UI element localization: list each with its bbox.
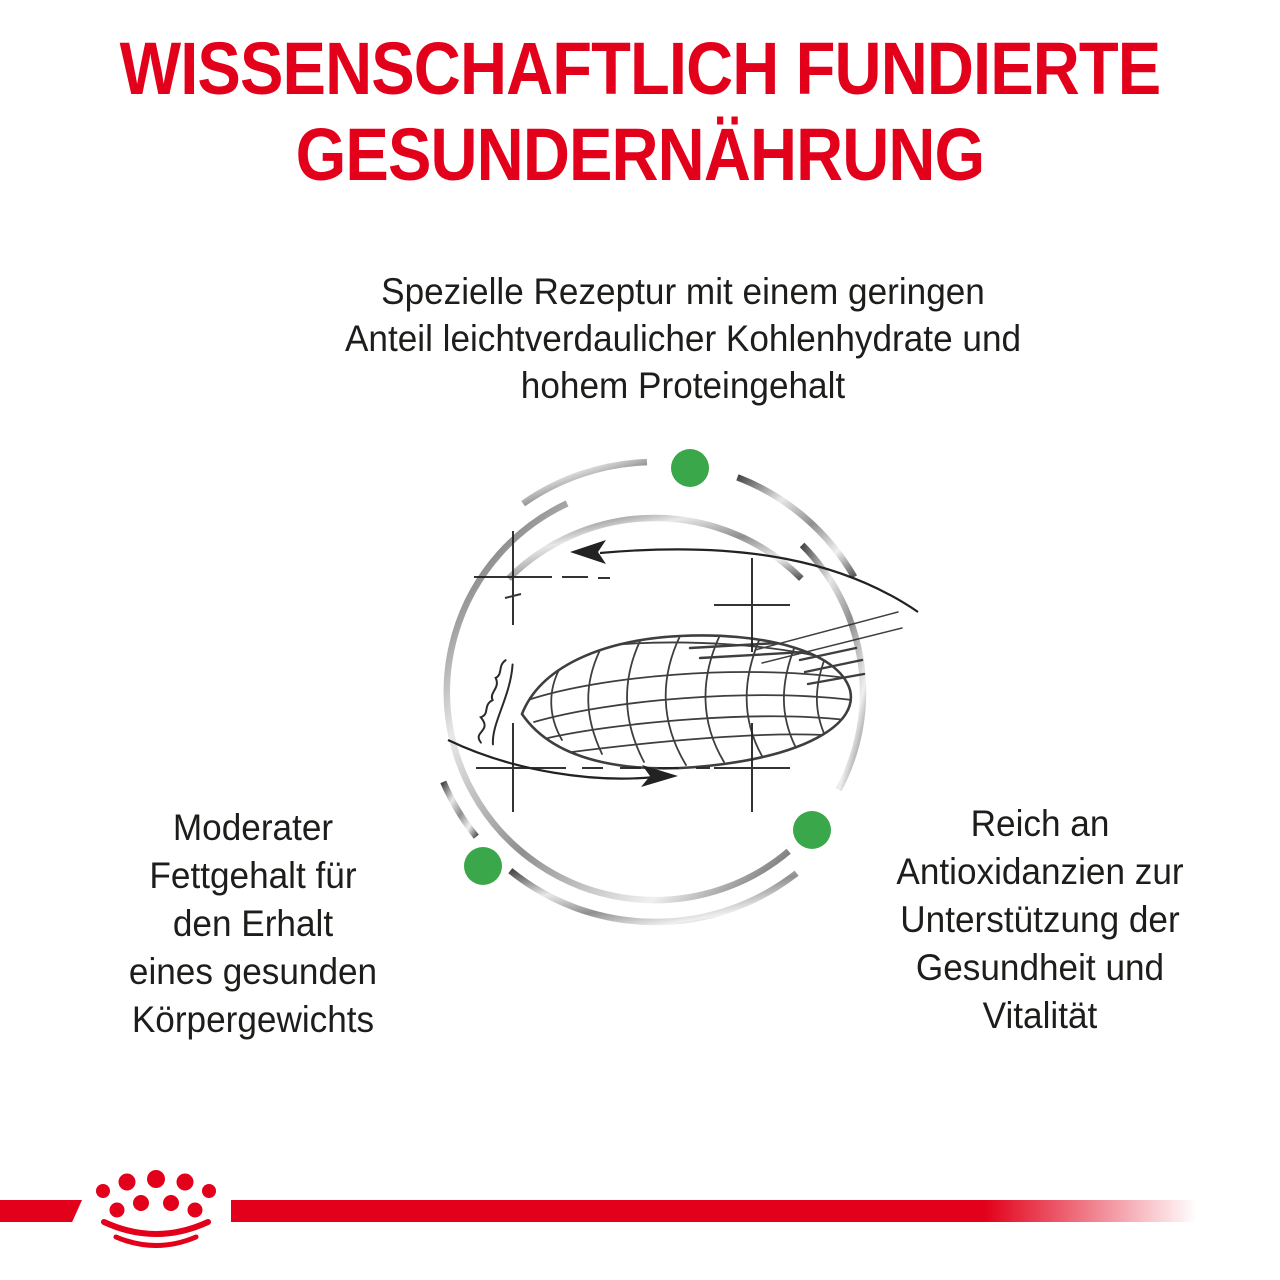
benefit-right-line: Antioxidanzien zur: [896, 851, 1184, 892]
page-title-line1: WISSENSCHAFTLICH FUNDIERTE: [119, 27, 1161, 110]
benefit-right-line: Reich an: [970, 803, 1110, 844]
kibble-blueprint-sketch-icon: [522, 612, 902, 768]
benefit-top-line: hohem Proteingehalt: [520, 365, 846, 406]
outer-ring-arcs: [443, 462, 854, 922]
benefit-dot-top: [671, 449, 709, 487]
benefit-top-line: Anteil leichtverdaulicher Kohlenhydrate und: [344, 318, 1022, 359]
benefit-left-line: eines gesunden: [128, 951, 378, 992]
footer-bar-right: [231, 1200, 1197, 1222]
royal-canin-crown-logo: [88, 1169, 224, 1261]
benefit-dots: [464, 449, 831, 885]
benefit-left-line: Moderater: [172, 807, 334, 848]
footer-bar-left: [0, 1200, 82, 1222]
benefit-top-line: Spezielle Rezeptur mit einem geringen: [381, 271, 985, 312]
benefit-left-line: den Erhalt: [172, 903, 334, 944]
benefit-left-line: Fettgehalt für: [149, 855, 357, 896]
benefit-dot-left: [464, 847, 502, 885]
benefit-dot-right: [793, 811, 831, 849]
page-title-line2: GESUNDERNÄHRUNG: [295, 113, 985, 196]
benefit-left-line: Körpergewichts: [131, 999, 375, 1040]
benefit-right-line: Gesundheit und: [915, 947, 1165, 988]
benefit-right-line: Unterstützung der: [900, 899, 1180, 940]
benefit-right-line: Vitalität: [982, 995, 1098, 1036]
offset-ring-arc: [509, 518, 802, 579]
